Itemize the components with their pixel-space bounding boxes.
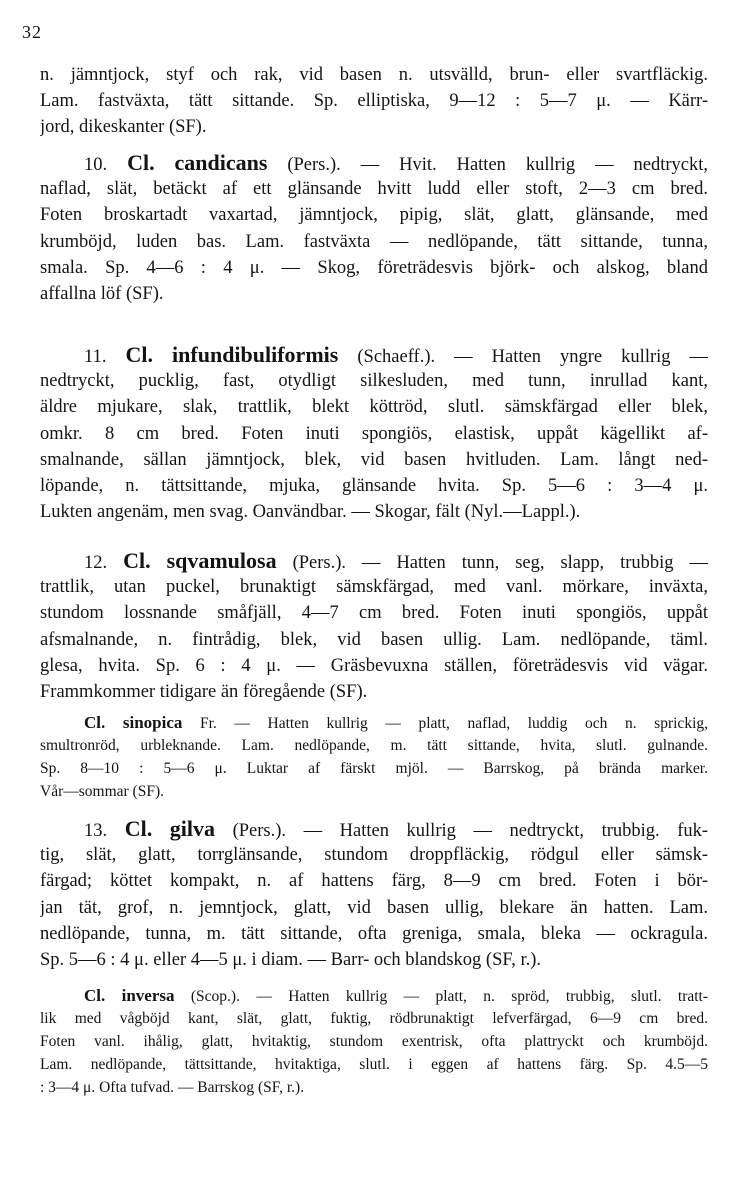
species-name: gilva: [169, 816, 216, 841]
text-line: nedtryckt, pucklig, fast, otydligt silkesluden, med tunn, inrullad kant,: [40, 371, 708, 392]
entry-heading-line: [40, 342, 708, 368]
species-entry-10: [40, 150, 708, 307]
text-line: Lam. fastväxta, tätt sittande. Sp. elliptiska, 9—12 : 5—7 μ. — Kärr-: [40, 91, 708, 112]
entry-number: 11.: [84, 347, 107, 367]
text-line: : 3—4 μ. Ofta tufvad. — Barrskog (SF, r.).: [40, 1079, 305, 1096]
species-entry-13: [40, 816, 708, 973]
text-line: Lukten angenäm, men svag. Oanvändbar. — Skogar, fält (Nyl.—Lappl.).: [40, 502, 581, 523]
text-line: Sp. 8—10 : 5—6 μ. Luktar af färskt mjöl. — Barrskog, på brända marker.: [40, 760, 708, 777]
entry-text: (Schaeff.). — Hatten yngre kullrig —: [357, 347, 708, 367]
text-line: tig, slät, glatt, torrglänsande, stundom droppfläckig, rödgul eller sämsk-: [40, 845, 708, 866]
text-line: affallna löf (SF).: [40, 283, 164, 304]
text-line: Frammkommer tidigare än föregående (SF).: [40, 681, 368, 702]
entry-number: 12.: [84, 553, 108, 573]
text-line: Sp. 5—6 : 4 μ. eller 4—5 μ. i diam. — Barr- och blandskog (SF, r.).: [40, 949, 541, 970]
genus-abbrev: Cl.: [84, 713, 106, 732]
entry-text: (Scop.). — Hatten kullrig — platt, n. spröd, trubbig, slutl. tratt-: [190, 988, 708, 1005]
text-line: Lam. nedlöpande, tättsittande, hvitaktiga, slutl. i eggen af hattens färg. Sp. 4.5—5: [40, 1056, 708, 1073]
entry-heading-line: [40, 548, 708, 574]
entry-heading-line: [40, 711, 708, 734]
text-line: färgad; köttet kompakt, n. af hattens färg, 8—9 cm bred. Foten i bör-: [40, 871, 708, 892]
species-entry-11: [40, 342, 708, 525]
entry-text: Fr. — Hatten kullrig — platt, naflad, luddig och n. sprickig,: [200, 715, 708, 732]
genus-abbrev: Cl.: [84, 986, 106, 1005]
entry-heading-line: [40, 816, 708, 842]
text-line: glesa, hvita. Sp. 6 : 4 μ. — Gräsbevuxna ställen, företrädesvis vid vägar.: [40, 655, 708, 676]
species-name: candicans: [174, 150, 268, 175]
text-line: smalnande, sällan jämntjock, blek, vid basen hvitluden. Lam. långt ned-: [40, 449, 708, 470]
entry-text: (Pers.). — Hvit. Hatten kullrig — nedtryckt,: [287, 155, 708, 175]
entry-text: (Pers.). — Hatten kullrig — nedtryckt, trubbig. fuk-: [232, 821, 708, 841]
species-entry-12: [40, 548, 708, 705]
text-line: löpande, n. tättsittande, mjuka, glänsande hvita. Sp. 5—6 : 3—4 μ.: [40, 475, 708, 496]
text-line: lik med vågböjd kant, slät, glatt, fuktig, rödbrunaktigt lefverfärgad, 6—9 cm bred.: [40, 1010, 708, 1027]
entry-number: 13.: [84, 821, 108, 841]
text-line: n. jämntjock, styf och rak, vid basen n. utsvälld, brun- eller svartfläckig.: [40, 65, 708, 85]
entry-number: 10.: [84, 155, 108, 175]
text-line: äldre mjukare, slak, trattlik, blekt köttröd, slutl. sämskfärgad eller blek,: [40, 397, 708, 418]
text-line: jan tät, grof, n. jemntjock, glatt, vid basen ullig, blekare än hatten. Lam.: [40, 897, 708, 918]
entry-heading-line: [40, 150, 708, 176]
species-name: sinopica: [122, 713, 183, 732]
entry-heading-line: [40, 984, 708, 1007]
species-name: inversa: [121, 986, 175, 1005]
text-line: trattlik, utan puckel, brunaktigt sämskfärgad, med vanl. mörkare, inväxta,: [40, 577, 708, 598]
text-line: krumböjd, luden bas. Lam. fastväxta — nedlöpande, tätt sittande, tunna,: [40, 231, 708, 252]
text-line: afsmalnande, n. fintrådig, blek, vid basen ullig. Lam. nedlöpande, täml.: [40, 629, 708, 650]
species-name: sqvamulosa: [166, 548, 277, 573]
text-line: jord, dikeskanter (SF).: [40, 117, 207, 138]
text-line: omkr. 8 cm bred. Foten inuti spongiös, elastisk, uppåt kägellikt af-: [40, 423, 708, 444]
text-line: naflad, slät, betäckt af ett glänsande hvitt ludd eller stoft, 2—3 cm bred.: [40, 179, 708, 200]
paragraph-continuation: [40, 62, 708, 141]
genus-abbrev: Cl.: [125, 342, 153, 367]
genus-abbrev: Cl.: [127, 150, 155, 175]
page-number: 32: [22, 22, 42, 42]
genus-abbrev: Cl.: [124, 816, 153, 841]
text-line: smala. Sp. 4—6 : 4 μ. — Skog, företrädesvis björk- och alskog, bland: [40, 257, 708, 278]
text-line: Vår—sommar (SF).: [40, 783, 164, 800]
text-line: Foten broskartadt vaxartad, jämntjock, pipig, slät, glatt, glänsande, med: [40, 205, 708, 226]
entry-text: (Pers.). — Hatten tunn, seg, slapp, trubbig —: [292, 553, 708, 573]
genus-abbrev: Cl.: [123, 548, 151, 573]
variety-entry-sinopica: [40, 711, 708, 803]
text-line: nedlöpande, tunna, m. tätt sittande, ofta greniga, smala, bleka — ockragula.: [40, 923, 708, 944]
species-name: infundibuliformis: [172, 342, 339, 367]
text-line: stundom lossnande småfjäll, 4—7 cm bred. Foten inuti spongiös, uppåt: [40, 603, 708, 624]
variety-entry-inversa: [40, 984, 708, 1099]
text-line: smultronröd, urbleknande. Lam. nedlöpande, m. tätt sittande, hvita, slutl. gulnande.: [40, 737, 708, 754]
text-line: Foten vanl. ihålig, glatt, hvitaktig, stundom exentrisk, ofta plattryckt och krumböjd.: [40, 1033, 708, 1050]
